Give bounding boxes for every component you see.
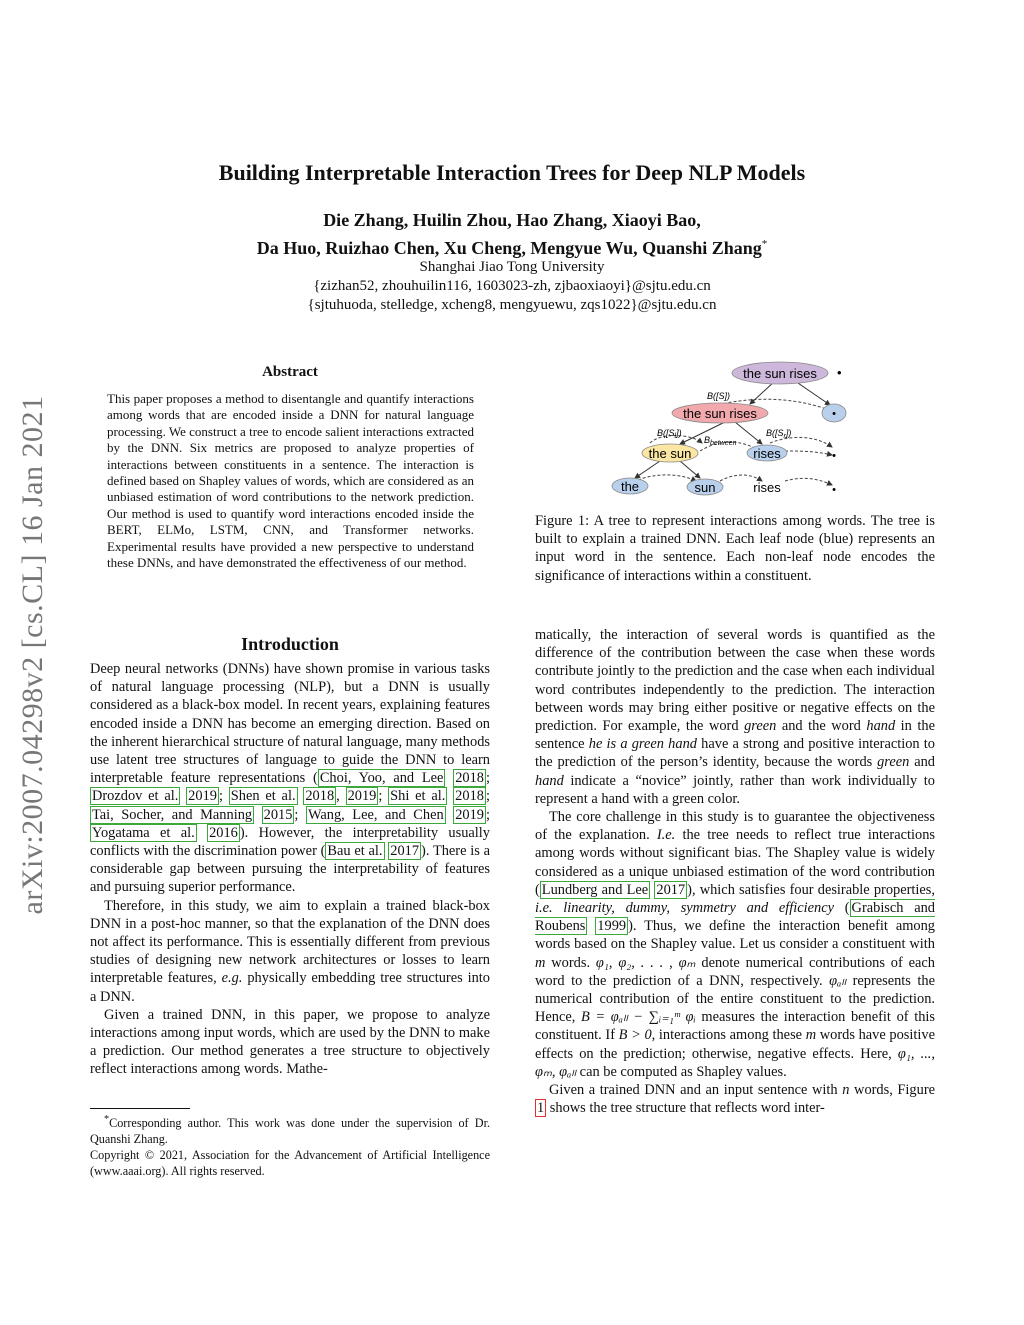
node-dot-1-label: • <box>832 408 836 420</box>
edge-thesun-sun <box>680 461 700 478</box>
text-run: ), which satisfies four desirable properties, <box>687 881 936 898</box>
text-run: ; <box>378 788 389 805</box>
text-run-italic: hand <box>866 718 896 735</box>
text-run: words have positive effects on the prediction; otherwise, negative effects. Here, <box>535 1027 935 1062</box>
citation-link[interactable]: Shi et al. <box>390 788 446 805</box>
abstract-heading: Abstract <box>262 364 318 380</box>
edge-root-mid <box>750 381 775 404</box>
text-run: physically embedding tree structures into a DNN. <box>90 970 490 1005</box>
label-bsl-close: ]) <box>676 428 682 438</box>
authors-line-1: Die Zhang, Huilin Zhou, Hao Zhang, Xiaoyi Bao, <box>323 210 701 230</box>
math-expr: φ₁, ..., φₘ, φₐₗₗ <box>535 1045 935 1080</box>
footnote-corresponding <box>90 1112 490 1147</box>
math-var: m <box>535 954 546 971</box>
footnote-mark: * <box>104 1114 110 1125</box>
citation-link[interactable]: Bau et al. <box>327 843 383 860</box>
text-run: ; <box>485 806 490 823</box>
citation-link[interactable]: 2017 <box>656 881 686 898</box>
text-run: and the word <box>776 718 867 735</box>
text-run: , <box>336 788 346 805</box>
interaction-arc-rises-dot <box>785 451 832 455</box>
author-list <box>0 208 1024 260</box>
citation-link[interactable]: Choi, Yoo, and Lee <box>319 770 444 787</box>
text-run-italic: green <box>744 718 777 735</box>
tree-svg <box>600 355 870 505</box>
citation-link[interactable]: Shen et al. <box>230 788 296 805</box>
text-run: , interactions among these <box>651 1027 806 1044</box>
text-run-italic: i.e. linearity, dummy, symmetry and efficiency <box>535 900 835 917</box>
label-bsr <box>766 428 791 440</box>
affiliation: Shanghai Jiao Tong University <box>419 259 605 275</box>
authors-line-2-text: Da Huo, Ruizhao Chen, Xu Cheng, Mengyue Wu, Quanshi Zhang <box>256 238 762 258</box>
text-run: ; <box>485 788 490 805</box>
text-run: and <box>909 754 935 771</box>
text-run: ). However, the interpretability usually conflicts with the discrimination power ( <box>90 824 490 860</box>
node-the-sun-label: the sun <box>648 446 692 461</box>
text-run: words. <box>545 954 596 971</box>
abstract-text: This paper proposes a method to disentangle and quantify interactions among words that are encoded inside a DNN for natural language processing. We construct a tree to encode salient interactions extracted by the DNN. Six metrics are proposed to analyze properties of interactions between constituents in a sentence. The interaction is defined based on Shapley values of words, which are considered as an unbiased estimation of word contributions to the network prediction. Our method is used to quantify word interactions encoded inside the BERT, ELMo, LSTM, CNN, and Transformer networks. Experimental results have provided a new perspective to understand these DNNs, and have demonstrated the effectiveness of our method. <box>107 391 474 571</box>
label-bsl <box>657 428 682 440</box>
leaf-rises-label: rises <box>753 480 781 495</box>
math-var: n <box>842 1082 850 1099</box>
citation-link[interactable]: 2015 <box>263 806 293 823</box>
citation-link[interactable]: Tai, Socher, and Manning <box>92 806 253 823</box>
interaction-arc-rises-end <box>785 478 832 485</box>
node-rises-label: rises <box>753 446 781 461</box>
text-run: the tree needs to reflect true interactions among words without significant bias. The Shapley value is widely considered as a unique unbiased estimation of the word contribution ( <box>535 827 935 898</box>
text-run-italic: green <box>877 754 910 771</box>
citation-link[interactable]: 2017 <box>390 843 420 860</box>
text-run: can be computed as Shapley values. <box>576 1063 787 1080</box>
right-paragraph-1 <box>535 626 935 808</box>
intro-paragraph-2 <box>90 897 490 1006</box>
leaf-the-label: the <box>620 479 640 494</box>
footnote-text: Corresponding author. This work was done under the supervision of Dr. Quanshi Zhang. <box>90 1116 490 1147</box>
text-run: Therefore, in this study, we aim to explain a trained black-box DNN in a post-hoc manner, so that the explanation of the DNN does not affect its performance. This is essentially different from previous studies of designing new network architectures or losses to learn interpretable features, <box>90 897 490 987</box>
text-run: in the sentence <box>535 718 935 753</box>
figure-1-caption: Figure 1: A tree to represent interactions among words. The tree is built to explain a trained DNN. Each leaf node (blue) represents an input word in the sentence. Each non-leaf node encodes the significance of interactions within a constituent. <box>535 513 935 584</box>
text-run: matically, the interaction of several words is quantified as the difference of the contribution between the case when these words contribute jointly to the prediction and the case when each individual word contributes independently to the prediction. The interaction between words may bring either positive or negative effects on the prediction. For example, the word <box>535 627 935 735</box>
text-run-italic: I.e. <box>656 827 676 844</box>
node-root-label: the sun rises <box>743 366 817 381</box>
footnote-block <box>90 1112 490 1179</box>
citation-link[interactable]: 2018 <box>455 788 484 805</box>
arxiv-id: arXiv:2007.04298v2 [cs.CL] 16 Jan 2021 <box>16 395 49 915</box>
text-run: ; <box>218 788 229 805</box>
leaf-dot: • <box>832 484 836 496</box>
label-bsr-main: B([S <box>766 428 784 438</box>
interaction-arc-the-sun <box>638 475 696 481</box>
label-bsl-sub: l <box>674 433 677 440</box>
label-between <box>704 435 737 447</box>
edge-thesun-the <box>635 461 660 478</box>
math-formula: B = φₐₗₗ − ∑ᵢ₌₁ᵐ φᵢ <box>581 1009 696 1026</box>
node-root-dot: • <box>837 365 842 380</box>
left-column-body <box>90 660 490 1079</box>
node-mid-label: the sun rises <box>683 406 757 421</box>
arxiv-watermark <box>8 370 58 940</box>
text-run-italic: he is a green hand <box>588 736 697 753</box>
email-list-2: {sjtuhuoda, stelledge, xcheng8, mengyuewu, zqs1022}@sjtu.edu.cn <box>307 297 717 313</box>
math-var: m <box>805 1027 817 1044</box>
text-run: ; <box>294 806 306 823</box>
text-run: ). Thus, we define the interaction benefit among words based on the Shapley value. Let us consider a constituent with <box>535 918 935 953</box>
edge-mid-rises <box>735 422 762 444</box>
citation-link[interactable]: 2019 <box>455 806 484 823</box>
label-bs: B([S]) <box>707 391 731 401</box>
citation-link[interactable]: 1999 <box>597 918 627 935</box>
citation-link[interactable]: Yogatama et al. <box>92 824 195 841</box>
math-expr: φ₁, φ₂, . . . , φₘ <box>595 954 696 971</box>
text-run: ( <box>834 900 850 917</box>
math-expr: B > 0 <box>618 1027 652 1044</box>
leaf-sun-label: sun <box>694 480 716 495</box>
paper-title: Building Interpretable Interaction Trees for Deep NLP Models <box>218 160 806 185</box>
intro-paragraph-3: Given a trained DNN, in this paper, we propose to analyze interactions among input words, which are used by the DNN to make a prediction. Our method generates a tree structure to objectively reflect interactions among words. Mathe- <box>90 1006 490 1078</box>
label-bsr-close: ]) <box>785 428 792 438</box>
right-paragraph-2 <box>535 808 935 1081</box>
footnote-rule <box>90 1108 190 1109</box>
citation-link[interactable]: Drozdov et al. <box>92 788 179 805</box>
label-between-sub: between <box>710 440 737 447</box>
text-run: measures the interaction benefit of this constituent. If <box>535 1009 935 1044</box>
corresponding-author-mark: * <box>761 238 768 250</box>
text-run: The core challenge in this study is to guarantee the objectiveness of the explanation. <box>535 809 935 844</box>
text-run: words, Figure <box>849 1082 935 1099</box>
right-paragraph-3 <box>535 1081 935 1117</box>
figure-1-tree-diagram <box>600 355 870 505</box>
math-expr: φₐₗₗ <box>829 972 847 989</box>
citation-link[interactable]: Lundberg and Lee <box>541 881 649 898</box>
citation-link[interactable]: Wang, Lee, and Chen <box>307 806 444 823</box>
right-column-body <box>535 626 935 1117</box>
text-run: Given a trained DNN and an input sentence with <box>549 1082 843 1099</box>
citation-link[interactable]: 2019 <box>347 788 377 805</box>
email-list-1: {zizhan52, zhouhuilin116, 1603023-zh, zjbaoxiaoyi}@sjtu.edu.cn <box>313 278 711 294</box>
node-dot-2: • <box>832 450 836 462</box>
figure-reference-link[interactable]: 1 <box>537 1100 545 1117</box>
citation-link[interactable]: 2018 <box>305 788 335 805</box>
affiliation-block <box>0 258 1024 315</box>
authors-line-2 <box>0 232 1024 260</box>
citation-link[interactable]: 2018 <box>455 770 484 787</box>
citation-link[interactable]: Grabisch and Roubens <box>535 900 936 935</box>
text-run: Deep neural networks (DNNs) have shown promise in various tasks of natural language processing (NLP), but a DNN is usually considered as a black-box model. In recent years, explaining features encoded inside a DNN has become an emerging direction. Based on the inherent hierarchical structure of natural language, many methods use latent tree structures of language to guide the DNN to learn interpretable feature representations ( <box>90 661 490 787</box>
citation-link[interactable]: 2019 <box>188 788 217 805</box>
text-run: denote numerical contributions of each word to the prediction of a DNN, respectively. <box>535 954 936 989</box>
label-bsl-main: B([S <box>657 428 675 438</box>
text-run: have a strong and positive interaction to the prediction of the person’s identity, because the words <box>535 736 936 771</box>
text-run: ). There is a considerable gap between pursuing the interpretability of features and pursuing superior performance. <box>90 843 490 896</box>
text-run: indicate a “novice” jointly, rather than work individually to represent a hand with a green color. <box>535 772 935 807</box>
text-run-italic: e.g. <box>221 970 243 987</box>
edge-root-dot <box>795 381 830 405</box>
text-run: ; <box>485 770 490 787</box>
citation-link[interactable]: 2016 <box>209 824 238 841</box>
label-bsr-sub: r <box>783 433 786 440</box>
intro-paragraph-1 <box>90 660 490 897</box>
text-run-italic: hand <box>535 772 564 789</box>
copyright-notice: Copyright © 2021, Association for the Advancement of Artificial Intelligence (www.aaai.org). All rights reserved. <box>90 1148 490 1179</box>
text-run: shows the tree structure that reflects word inter- <box>546 1100 825 1117</box>
label-between-main: B <box>704 435 711 445</box>
text-run: represents the numerical contribution of the entire constituent to the prediction. Hence, <box>535 972 935 1026</box>
introduction-heading: Introduction <box>241 634 339 654</box>
